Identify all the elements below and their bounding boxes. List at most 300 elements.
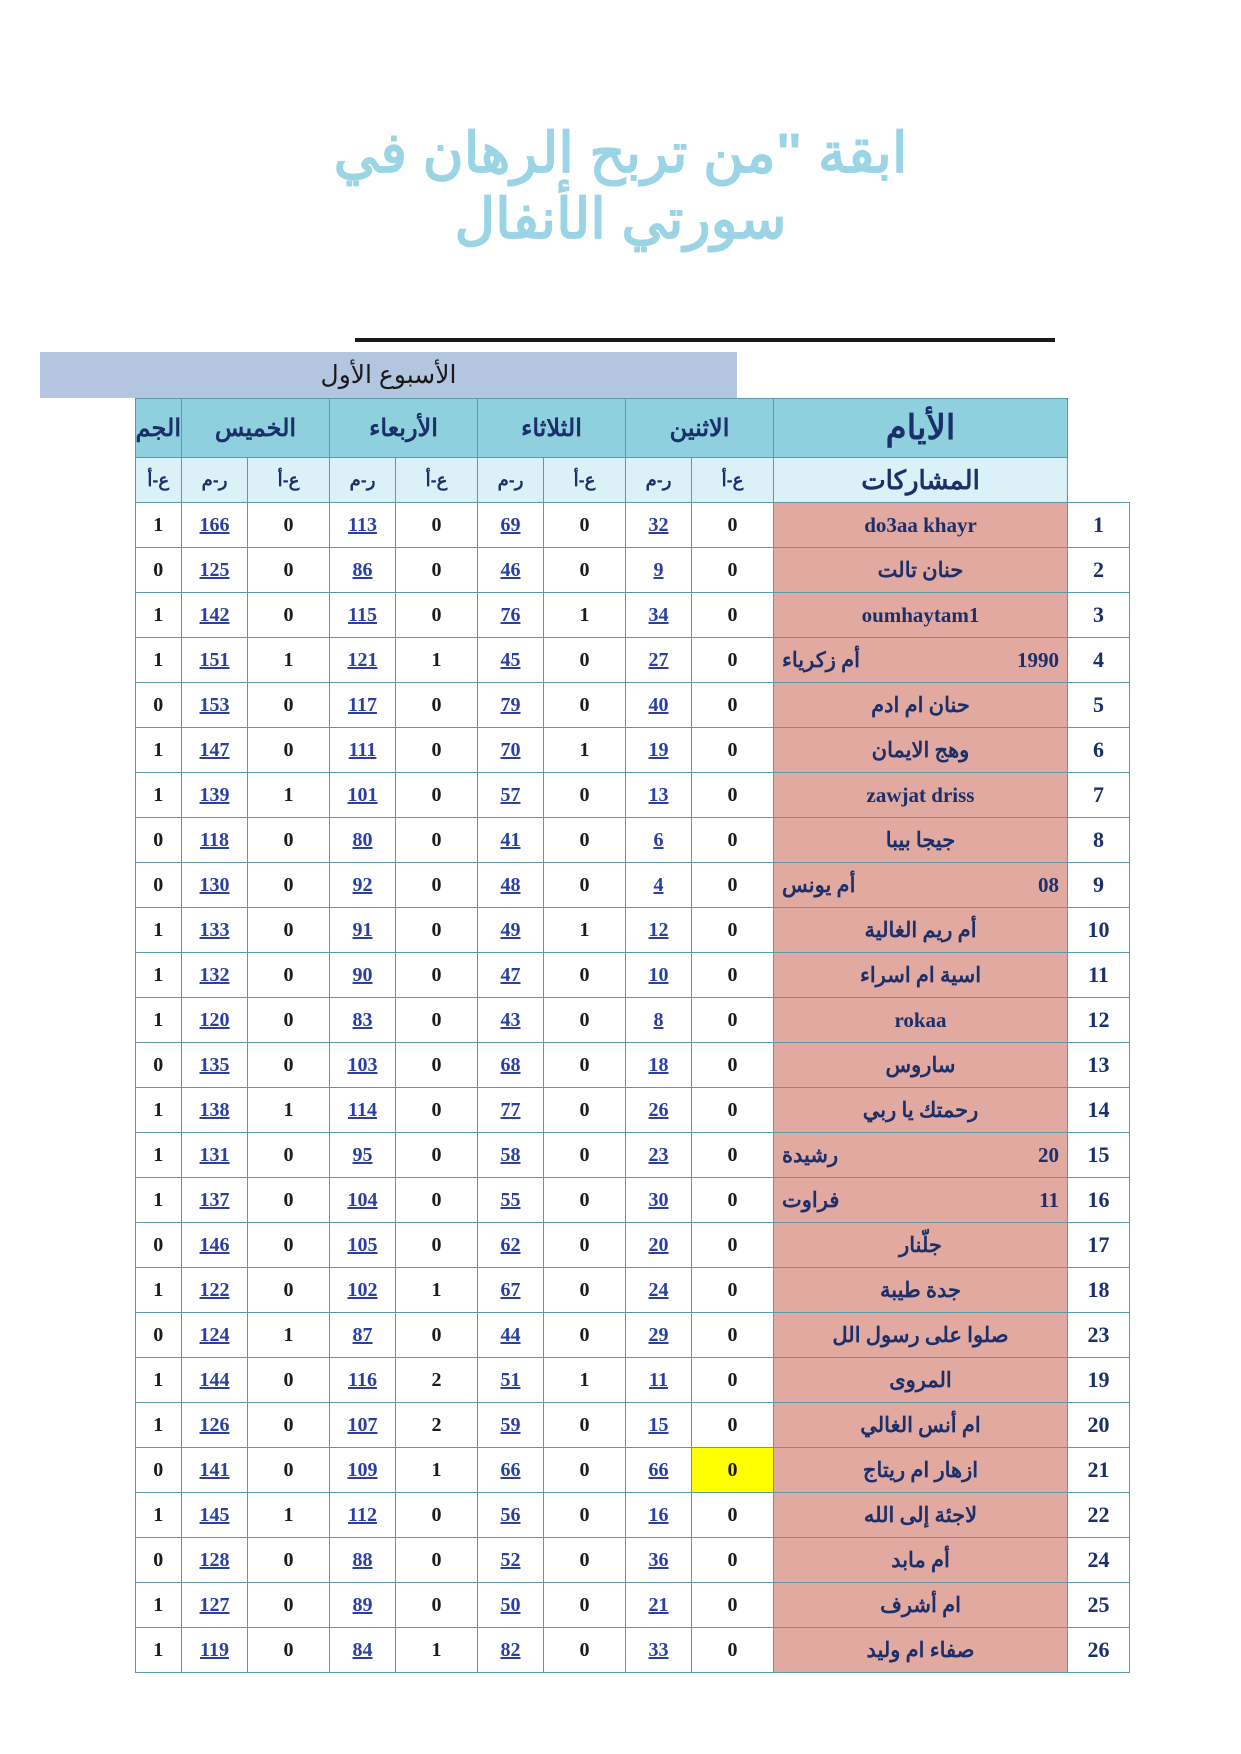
cell-wednesday-number[interactable] — [330, 1358, 396, 1403]
table-row — [135, 683, 1129, 728]
title-line-2: سورتي الأنفال — [454, 187, 787, 251]
row-participant-name — [774, 728, 1068, 773]
cell-monday-number[interactable] — [626, 683, 692, 728]
cell-link[interactable]: 40 — [648, 693, 669, 716]
cell-link[interactable]: 66 — [500, 1458, 521, 1481]
table-row — [135, 548, 1129, 593]
cell-monday-number[interactable] — [626, 998, 692, 1043]
table-row — [135, 593, 1129, 638]
cell-link[interactable]: 4 — [653, 873, 664, 896]
cell-link[interactable]: 118 — [200, 828, 229, 851]
cell-tuesday-number[interactable] — [478, 728, 544, 773]
cell-friday-absence: 0 — [135, 863, 181, 908]
cell-link[interactable]: 30 — [648, 1188, 669, 1211]
cell-link[interactable]: 146 — [199, 1233, 230, 1256]
table-row — [135, 728, 1129, 773]
cell-link[interactable]: 24 — [648, 1278, 669, 1301]
cell-link[interactable]: 112 — [348, 1503, 377, 1526]
cell-wednesday-number[interactable] — [330, 593, 396, 638]
cell-tuesday-number[interactable] — [478, 773, 544, 818]
cell-tuesday-number[interactable] — [478, 1403, 544, 1448]
cell-link[interactable]: 145 — [199, 1503, 230, 1526]
cell-thursday-number[interactable] — [182, 1268, 248, 1313]
cell-tuesday-number[interactable] — [478, 503, 544, 548]
cell-monday-number[interactable] — [626, 548, 692, 593]
cell-link[interactable]: 82 — [500, 1638, 521, 1661]
cell-wednesday-number[interactable] — [330, 1583, 396, 1628]
cell-link[interactable]: 84 — [352, 1638, 373, 1661]
row-rank: 5 — [1068, 683, 1130, 728]
cell-friday-absence: 1 — [135, 728, 181, 773]
cell-wednesday-absence: 1 — [396, 1628, 478, 1673]
cell-link[interactable]: 88 — [352, 1548, 373, 1571]
cell-thursday-absence: 0 — [248, 818, 330, 863]
table-row — [135, 1538, 1129, 1583]
cell-link[interactable]: 142 — [199, 603, 230, 626]
cell-monday-absence: 0 — [692, 683, 774, 728]
cell-tuesday-number[interactable] — [478, 1268, 544, 1313]
cell-thursday-number[interactable] — [182, 1493, 248, 1538]
cell-tuesday-number[interactable] — [478, 953, 544, 998]
cell-link[interactable]: 144 — [199, 1368, 230, 1391]
cell-thursday-number[interactable] — [182, 908, 248, 953]
cell-wednesday-number[interactable] — [330, 1313, 396, 1358]
cell-thursday-number[interactable] — [182, 503, 248, 548]
cell-link[interactable]: 77 — [500, 1098, 521, 1121]
cell-wednesday-absence: 0 — [396, 1583, 478, 1628]
cell-monday-number[interactable] — [626, 953, 692, 998]
cell-friday-absence: 1 — [135, 1403, 181, 1448]
cell-thursday-number[interactable] — [182, 1448, 248, 1493]
cell-wednesday-number[interactable] — [330, 1493, 396, 1538]
cell-monday-number[interactable] — [626, 1538, 692, 1583]
cell-link[interactable]: 46 — [500, 558, 521, 581]
table-row — [135, 953, 1129, 998]
subheader-mon-abs: ع-أ — [692, 458, 774, 503]
cell-monday-number[interactable] — [626, 1133, 692, 1178]
cell-link[interactable]: 130 — [199, 873, 230, 896]
cell-link[interactable]: 153 — [199, 693, 230, 716]
cell-link[interactable]: 116 — [348, 1368, 377, 1391]
cell-wednesday-number[interactable] — [330, 728, 396, 773]
cell-thursday-number[interactable] — [182, 818, 248, 863]
cell-thursday-number[interactable] — [182, 1133, 248, 1178]
cell-monday-number[interactable] — [626, 1358, 692, 1403]
cell-link[interactable]: 166 — [199, 513, 230, 536]
cell-link[interactable]: 104 — [347, 1188, 378, 1211]
cell-monday-number[interactable] — [626, 1178, 692, 1223]
cell-friday-absence: 0 — [135, 1223, 181, 1268]
cell-tuesday-absence: 0 — [544, 548, 626, 593]
cell-thursday-number[interactable] — [182, 953, 248, 998]
cell-wednesday-number[interactable] — [330, 1448, 396, 1493]
cell-wednesday-number[interactable] — [330, 1628, 396, 1673]
table-row — [135, 1313, 1129, 1358]
cell-link[interactable]: 21 — [648, 1593, 669, 1616]
cell-link[interactable]: 109 — [347, 1458, 378, 1481]
cell-link[interactable]: 113 — [348, 513, 377, 536]
cell-thursday-number[interactable] — [182, 1313, 248, 1358]
cell-monday-number[interactable] — [626, 1628, 692, 1673]
cell-monday-number[interactable] — [626, 1448, 692, 1493]
cell-tuesday-number[interactable] — [478, 593, 544, 638]
cell-monday-absence: 0 — [692, 1403, 774, 1448]
cell-tuesday-number[interactable] — [478, 1448, 544, 1493]
cell-link[interactable]: 29 — [648, 1323, 669, 1346]
days-header-row — [135, 399, 1129, 458]
cell-friday-absence: 1 — [135, 1628, 181, 1673]
cell-monday-number[interactable] — [626, 773, 692, 818]
cell-link[interactable]: 126 — [199, 1413, 230, 1436]
cell-link[interactable]: 10 — [648, 963, 669, 986]
cell-thursday-absence: 0 — [248, 1448, 330, 1493]
cell-link[interactable]: 119 — [200, 1638, 229, 1661]
cell-monday-number[interactable] — [626, 1403, 692, 1448]
participant-name-main: أم مابد — [891, 1547, 950, 1572]
cell-link[interactable]: 120 — [199, 1008, 230, 1031]
cell-link[interactable]: 80 — [352, 828, 373, 851]
participant-name-main: 08 — [1038, 872, 1059, 897]
cell-link[interactable]: 107 — [347, 1413, 378, 1436]
cell-link[interactable]: 139 — [199, 783, 230, 806]
cell-tuesday-number[interactable] — [478, 1538, 544, 1583]
cell-tuesday-number[interactable] — [478, 683, 544, 728]
cell-monday-absence: 0 — [692, 1133, 774, 1178]
cell-link[interactable]: 56 — [500, 1503, 521, 1526]
cell-wednesday-number[interactable] — [330, 818, 396, 863]
cell-friday-absence: 1 — [135, 953, 181, 998]
cell-link[interactable]: 26 — [648, 1098, 669, 1121]
cell-link[interactable]: 147 — [199, 738, 230, 761]
cell-link[interactable]: 135 — [199, 1053, 230, 1076]
cell-link[interactable]: 44 — [500, 1323, 521, 1346]
row-rank: 17 — [1068, 1223, 1130, 1268]
cell-thursday-number[interactable] — [182, 593, 248, 638]
participant-name-main: 11 — [1039, 1187, 1059, 1212]
cell-thursday-number[interactable] — [182, 683, 248, 728]
participant-name-extra: أم زكرياء — [782, 647, 860, 672]
cell-link[interactable]: 115 — [348, 603, 377, 626]
subheader-row — [135, 458, 1129, 503]
cell-thursday-absence: 1 — [248, 773, 330, 818]
cell-tuesday-absence: 1 — [544, 728, 626, 773]
row-rank: 7 — [1068, 773, 1130, 818]
cell-thursday-absence: 0 — [248, 998, 330, 1043]
cell-thursday-number[interactable] — [182, 1583, 248, 1628]
cell-tuesday-number[interactable] — [478, 998, 544, 1043]
cell-link[interactable]: 151 — [199, 648, 230, 671]
cell-link[interactable]: 86 — [352, 558, 373, 581]
cell-wednesday-number[interactable] — [330, 1403, 396, 1448]
cell-wednesday-number[interactable] — [330, 953, 396, 998]
cell-tuesday-absence: 0 — [544, 953, 626, 998]
cell-link[interactable]: 90 — [352, 963, 373, 986]
cell-thursday-number[interactable] — [182, 1538, 248, 1583]
cell-link[interactable]: 18 — [648, 1053, 669, 1076]
cell-wednesday-number[interactable] — [330, 1043, 396, 1088]
table-row — [135, 998, 1129, 1043]
cell-tuesday-number[interactable] — [478, 1088, 544, 1133]
cell-link[interactable]: 133 — [199, 918, 230, 941]
cell-thursday-number[interactable] — [182, 638, 248, 683]
cell-link[interactable]: 41 — [500, 828, 521, 851]
cell-link[interactable]: 57 — [500, 783, 521, 806]
cell-link[interactable]: 79 — [500, 693, 521, 716]
cell-tuesday-number[interactable] — [478, 1358, 544, 1403]
cell-wednesday-number[interactable] — [330, 683, 396, 728]
cell-tuesday-number[interactable] — [478, 1583, 544, 1628]
cell-link[interactable]: 34 — [648, 603, 669, 626]
cell-thursday-number[interactable] — [182, 1628, 248, 1673]
cell-wednesday-absence: 0 — [396, 908, 478, 953]
participant-name-main: جدة طيبة — [880, 1277, 961, 1302]
cell-link[interactable]: 45 — [500, 648, 521, 671]
cell-wednesday-number[interactable] — [330, 1178, 396, 1223]
cell-link[interactable]: 91 — [352, 918, 373, 941]
cell-monday-number[interactable] — [626, 638, 692, 683]
top-divider — [355, 338, 1055, 342]
cell-thursday-absence: 0 — [248, 1133, 330, 1178]
cell-wednesday-number[interactable] — [330, 638, 396, 683]
cell-wednesday-number[interactable] — [330, 863, 396, 908]
cell-link[interactable]: 8 — [653, 1008, 664, 1031]
participant-name-main: ساروس — [885, 1052, 956, 1077]
cell-link[interactable]: 33 — [648, 1638, 669, 1661]
cell-thursday-absence: 0 — [248, 1268, 330, 1313]
cell-link[interactable]: 52 — [500, 1548, 521, 1571]
cell-wednesday-number[interactable] — [330, 548, 396, 593]
cell-thursday-number[interactable] — [182, 1403, 248, 1448]
cell-link[interactable]: 69 — [500, 513, 521, 536]
cell-thursday-number[interactable] — [182, 1358, 248, 1403]
cell-tuesday-absence: 0 — [544, 683, 626, 728]
cell-wednesday-absence: 0 — [396, 1313, 478, 1358]
cell-tuesday-number[interactable] — [478, 863, 544, 908]
cell-monday-number[interactable] — [626, 1583, 692, 1628]
participant-name-main: ازهار ام ريتاج — [862, 1457, 979, 1482]
row-participant-name — [774, 503, 1068, 548]
cell-link[interactable]: 102 — [347, 1278, 378, 1301]
cell-link[interactable]: 43 — [500, 1008, 521, 1031]
cell-link[interactable]: 36 — [648, 1548, 669, 1571]
cell-tuesday-number[interactable] — [478, 818, 544, 863]
cell-wednesday-absence: 0 — [396, 818, 478, 863]
cell-link[interactable]: 49 — [500, 918, 521, 941]
cell-link[interactable]: 58 — [500, 1143, 521, 1166]
cell-wednesday-number[interactable] — [330, 773, 396, 818]
header-participants-label: المشاركات — [774, 458, 1068, 503]
cell-link[interactable]: 125 — [199, 558, 230, 581]
row-rank: 6 — [1068, 728, 1130, 773]
subheader-wed-num: ر-م — [330, 458, 396, 503]
cell-link[interactable]: 87 — [352, 1323, 373, 1346]
cell-wednesday-number[interactable] — [330, 908, 396, 953]
cell-link[interactable]: 6 — [653, 828, 664, 851]
cell-thursday-number[interactable] — [182, 1178, 248, 1223]
cell-wednesday-number[interactable] — [330, 1223, 396, 1268]
cell-tuesday-absence: 0 — [544, 1268, 626, 1313]
cell-monday-number[interactable] — [626, 593, 692, 638]
cell-thursday-number[interactable] — [182, 728, 248, 773]
cell-link[interactable]: 27 — [648, 648, 669, 671]
cell-link[interactable]: 20 — [648, 1233, 669, 1256]
cell-tuesday-number[interactable] — [478, 1223, 544, 1268]
cell-link[interactable]: 68 — [500, 1053, 521, 1076]
cell-monday-number[interactable] — [626, 818, 692, 863]
subheader-tue-num: ر-م — [478, 458, 544, 503]
cell-thursday-number[interactable] — [182, 998, 248, 1043]
cell-monday-number[interactable] — [626, 863, 692, 908]
cell-tuesday-number[interactable] — [478, 1133, 544, 1178]
cell-link[interactable]: 137 — [199, 1188, 230, 1211]
participant-name-main: 1990 — [1017, 647, 1059, 672]
cell-link[interactable]: 47 — [500, 963, 521, 986]
cell-monday-number[interactable] — [626, 728, 692, 773]
cell-link[interactable]: 76 — [500, 603, 521, 626]
cell-monday-number[interactable] — [626, 503, 692, 548]
cell-tuesday-number[interactable] — [478, 1493, 544, 1538]
cell-link[interactable]: 50 — [500, 1593, 521, 1616]
subheader-thu-abs: ع-أ — [248, 458, 330, 503]
participant-name-main: ام أشرف — [880, 1592, 961, 1617]
cell-thursday-number[interactable] — [182, 548, 248, 593]
cell-link[interactable]: 92 — [352, 873, 373, 896]
cell-link[interactable]: 62 — [500, 1233, 521, 1256]
table-row — [135, 773, 1129, 818]
cell-link[interactable]: 141 — [199, 1458, 230, 1481]
cell-monday-number[interactable] — [626, 1313, 692, 1358]
cell-friday-absence: 1 — [135, 998, 181, 1043]
cell-link[interactable]: 67 — [500, 1278, 521, 1301]
cell-monday-absence: 0 — [692, 1583, 774, 1628]
cell-link[interactable]: 16 — [648, 1503, 669, 1526]
cell-monday-number[interactable] — [626, 1043, 692, 1088]
cell-link[interactable]: 117 — [348, 693, 377, 716]
cell-wednesday-number[interactable] — [330, 1088, 396, 1133]
cell-link[interactable]: 121 — [347, 648, 378, 671]
cell-monday-number[interactable] — [626, 1223, 692, 1268]
cell-wednesday-number[interactable] — [330, 1133, 396, 1178]
cell-friday-absence: 1 — [135, 503, 181, 548]
cell-monday-absence: 0 — [692, 908, 774, 953]
row-rank: 12 — [1068, 998, 1130, 1043]
cell-tuesday-absence: 0 — [544, 773, 626, 818]
cell-wednesday-number[interactable] — [330, 998, 396, 1043]
cell-monday-number[interactable] — [626, 908, 692, 953]
cell-tuesday-number[interactable] — [478, 548, 544, 593]
cell-link[interactable]: 11 — [649, 1368, 668, 1391]
cell-thursday-absence: 0 — [248, 593, 330, 638]
cell-thursday-number[interactable] — [182, 1088, 248, 1133]
cell-thursday-number[interactable] — [182, 773, 248, 818]
subheader-mon-num: ر-م — [626, 458, 692, 503]
cell-wednesday-absence: 0 — [396, 953, 478, 998]
row-participant-name — [774, 1628, 1068, 1673]
cell-link[interactable]: 131 — [199, 1143, 230, 1166]
cell-link[interactable]: 23 — [648, 1143, 669, 1166]
cell-link[interactable]: 51 — [500, 1368, 521, 1391]
cell-link[interactable]: 66 — [648, 1458, 669, 1481]
cell-tuesday-absence: 1 — [544, 1358, 626, 1403]
cell-wednesday-absence: 0 — [396, 1133, 478, 1178]
cell-link[interactable]: 32 — [648, 513, 669, 536]
cell-link[interactable]: 114 — [348, 1098, 377, 1121]
cell-thursday-absence: 0 — [248, 1043, 330, 1088]
results-table — [135, 398, 1130, 1673]
cell-wednesday-absence: 0 — [396, 773, 478, 818]
cell-tuesday-number[interactable] — [478, 1313, 544, 1358]
cell-thursday-number[interactable] — [182, 863, 248, 908]
row-participant-name — [774, 638, 1068, 683]
cell-link[interactable]: 83 — [352, 1008, 373, 1031]
cell-thursday-number[interactable] — [182, 1223, 248, 1268]
row-rank: 20 — [1068, 1403, 1130, 1448]
table-row — [135, 503, 1129, 548]
cell-link[interactable]: 59 — [500, 1413, 521, 1436]
cell-link[interactable]: 127 — [199, 1593, 230, 1616]
participant-name-main: وهج الايمان — [871, 737, 970, 762]
cell-monday-absence: 0 — [692, 1493, 774, 1538]
cell-link[interactable]: 105 — [347, 1233, 378, 1256]
cell-link[interactable]: 138 — [199, 1098, 230, 1121]
cell-tuesday-number[interactable] — [478, 1043, 544, 1088]
cell-link[interactable]: 48 — [500, 873, 521, 896]
cell-link[interactable]: 111 — [348, 738, 377, 761]
cell-monday-absence: 0 — [692, 1358, 774, 1403]
row-rank: 25 — [1068, 1583, 1130, 1628]
cell-wednesday-number[interactable] — [330, 1538, 396, 1583]
cell-monday-number[interactable] — [626, 1088, 692, 1133]
cell-wednesday-absence: 0 — [396, 863, 478, 908]
cell-link[interactable]: 101 — [347, 783, 378, 806]
cell-wednesday-number[interactable] — [330, 1268, 396, 1313]
cell-link[interactable]: 70 — [500, 738, 521, 761]
cell-link[interactable]: 95 — [352, 1143, 373, 1166]
cell-tuesday-number[interactable] — [478, 1628, 544, 1673]
cell-thursday-number[interactable] — [182, 1043, 248, 1088]
cell-monday-absence: 0 — [692, 863, 774, 908]
subheader-tue-abs: ع-أ — [544, 458, 626, 503]
participant-name-main: صلوا على رسول الل — [832, 1322, 1009, 1347]
cell-link[interactable]: 55 — [500, 1188, 521, 1211]
cell-link[interactable]: 132 — [199, 963, 230, 986]
cell-wednesday-absence: 1 — [396, 1268, 478, 1313]
table-row — [135, 1403, 1129, 1448]
cell-link[interactable]: 13 — [648, 783, 669, 806]
table-row — [135, 1043, 1129, 1088]
cell-friday-absence: 1 — [135, 908, 181, 953]
cell-link[interactable]: 19 — [648, 738, 669, 761]
cell-link[interactable]: 124 — [199, 1323, 230, 1346]
cell-tuesday-number[interactable] — [478, 1178, 544, 1223]
cell-friday-absence: 1 — [135, 1583, 181, 1628]
cell-monday-absence: 0 — [692, 1538, 774, 1583]
cell-link[interactable]: 103 — [347, 1053, 378, 1076]
cell-tuesday-number[interactable] — [478, 908, 544, 953]
cell-wednesday-number[interactable] — [330, 503, 396, 548]
cell-link[interactable]: 89 — [352, 1593, 373, 1616]
cell-monday-number[interactable] — [626, 1268, 692, 1313]
cell-tuesday-absence: 1 — [544, 593, 626, 638]
cell-link[interactable]: 128 — [199, 1548, 230, 1571]
cell-tuesday-number[interactable] — [478, 638, 544, 683]
cell-monday-number[interactable] — [626, 1493, 692, 1538]
cell-link[interactable]: 122 — [199, 1278, 230, 1301]
cell-link[interactable]: 12 — [648, 918, 669, 941]
participant-name-main: اسية ام اسراء — [859, 962, 982, 987]
cell-link[interactable]: 9 — [653, 558, 664, 581]
cell-link[interactable]: 15 — [648, 1413, 669, 1436]
